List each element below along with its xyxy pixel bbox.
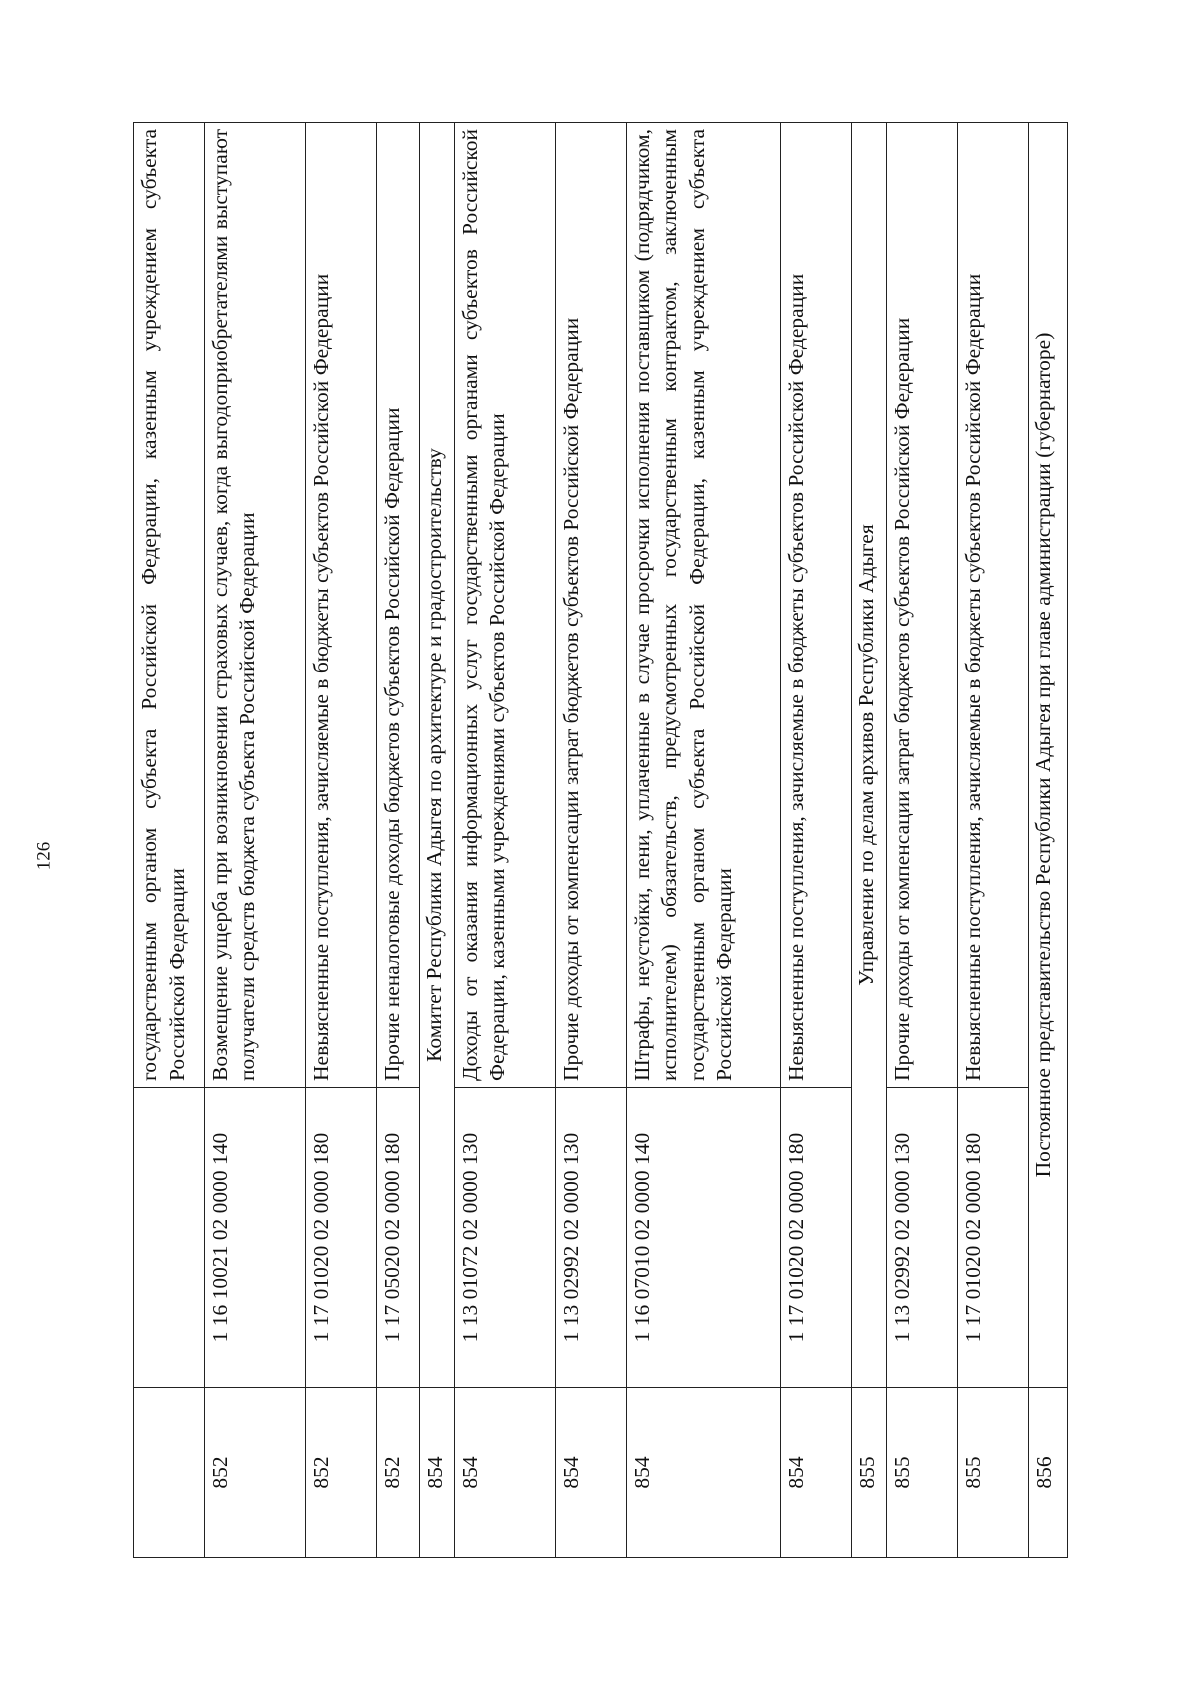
- table-row: [958, 123, 1029, 1558]
- admin-code-cell: 854: [454, 1388, 555, 1558]
- table-row: [454, 123, 555, 1558]
- admin-code-cell: 855: [887, 1388, 958, 1558]
- admin-code-cell: 854: [555, 1388, 626, 1558]
- budget-code-cell: 1 17 05020 02 0000 180: [376, 1088, 419, 1388]
- table-body: [134, 123, 1068, 1558]
- budget-code-cell: 1 16 07010 02 0000 140: [626, 1088, 781, 1388]
- admin-code-cell: 854: [419, 1388, 454, 1558]
- budget-code-cell: 1 13 02992 02 0000 130: [555, 1088, 626, 1388]
- income-name-cell: Возмещение ущерба при возникновении страховых случаев, когда выгодоприобретателями выступают получатели средств бюджета субъекта Российской Федерации: [204, 123, 305, 1088]
- table-row: [887, 123, 958, 1558]
- page-number: 126: [33, 841, 55, 871]
- income-name-cell: государственным органом субъекта Российской Федерации, казенным учреждением субъекта Российской Федерации: [134, 123, 205, 1088]
- table-row: [376, 123, 419, 1558]
- income-name-cell: Прочие неналоговые доходы бюджетов субъектов Российской Федерации: [376, 123, 419, 1088]
- admin-code-cell: [134, 1388, 205, 1558]
- budget-code-cell: 1 17 01020 02 0000 180: [958, 1088, 1029, 1388]
- admin-code-cell: 856: [1029, 1388, 1068, 1558]
- administrator-name-cell: Комитет Республики Адыгея по архитектуре и градостроительству: [419, 123, 454, 1388]
- budget-code-cell: 1 13 02992 02 0000 130: [887, 1088, 958, 1388]
- administrator-name-cell: Постоянное представительство Республики Адыгея при главе администрации (губернаторе): [1029, 123, 1068, 1388]
- section-header-row: [1029, 123, 1068, 1558]
- income-name-cell: Невыясненные поступления, зачисляемые в бюджеты субъектов Российской Федерации: [781, 123, 852, 1088]
- table-row: [555, 123, 626, 1558]
- income-name-cell: Доходы от оказания информационных услуг государственными органами субъектов Российской Федерации, казенными учреждениями субъектов Российской Федерации: [454, 123, 555, 1088]
- income-name-cell: Невыясненные поступления, зачисляемые в бюджеты субъектов Российской Федерации: [958, 123, 1029, 1088]
- income-codes-table: [133, 122, 1068, 1558]
- administrator-name-cell: Управление по делам архивов Республики Адыгея: [852, 123, 887, 1388]
- table-row: [626, 123, 781, 1558]
- income-name-cell: Штрафы, неустойки, пени, уплаченные в случае просрочки исполнения поставщиком (подрядчиком, исполнителем) обязательств, предусмотренных государственным контрактом, заключенным государственным органом субъекта Российской Федерации, казенным учреждением субъекта Российской Федерации: [626, 123, 781, 1088]
- admin-code-cell: 855: [852, 1388, 887, 1558]
- income-name-cell: Прочие доходы от компенсации затрат бюджетов субъектов Российской Федерации: [555, 123, 626, 1088]
- table-row: [305, 123, 376, 1558]
- income-name-cell: Невыясненные поступления, зачисляемые в бюджеты субъектов Российской Федерации: [305, 123, 376, 1088]
- admin-code-cell: 852: [204, 1388, 305, 1558]
- income-name-cell: Прочие доходы от компенсации затрат бюджетов субъектов Российской Федерации: [887, 123, 958, 1088]
- admin-code-cell: 855: [958, 1388, 1029, 1558]
- admin-code-cell: 854: [781, 1388, 852, 1558]
- budget-code-cell: [134, 1088, 205, 1388]
- table-row: [781, 123, 852, 1558]
- table-row: [204, 123, 305, 1558]
- admin-code-cell: 852: [376, 1388, 419, 1558]
- budget-code-cell: 1 17 01020 02 0000 180: [305, 1088, 376, 1388]
- budget-code-cell: 1 16 10021 02 0000 140: [204, 1088, 305, 1388]
- section-header-row: [419, 123, 454, 1558]
- admin-code-cell: 852: [305, 1388, 376, 1558]
- rotated-table-wrapper: [133, 123, 1068, 1558]
- budget-code-cell: 1 17 01020 02 0000 180: [781, 1088, 852, 1388]
- budget-code-cell: 1 13 01072 02 0000 130: [454, 1088, 555, 1388]
- admin-code-cell: 854: [626, 1388, 781, 1558]
- table-row: [134, 123, 205, 1558]
- section-header-row: [852, 123, 887, 1558]
